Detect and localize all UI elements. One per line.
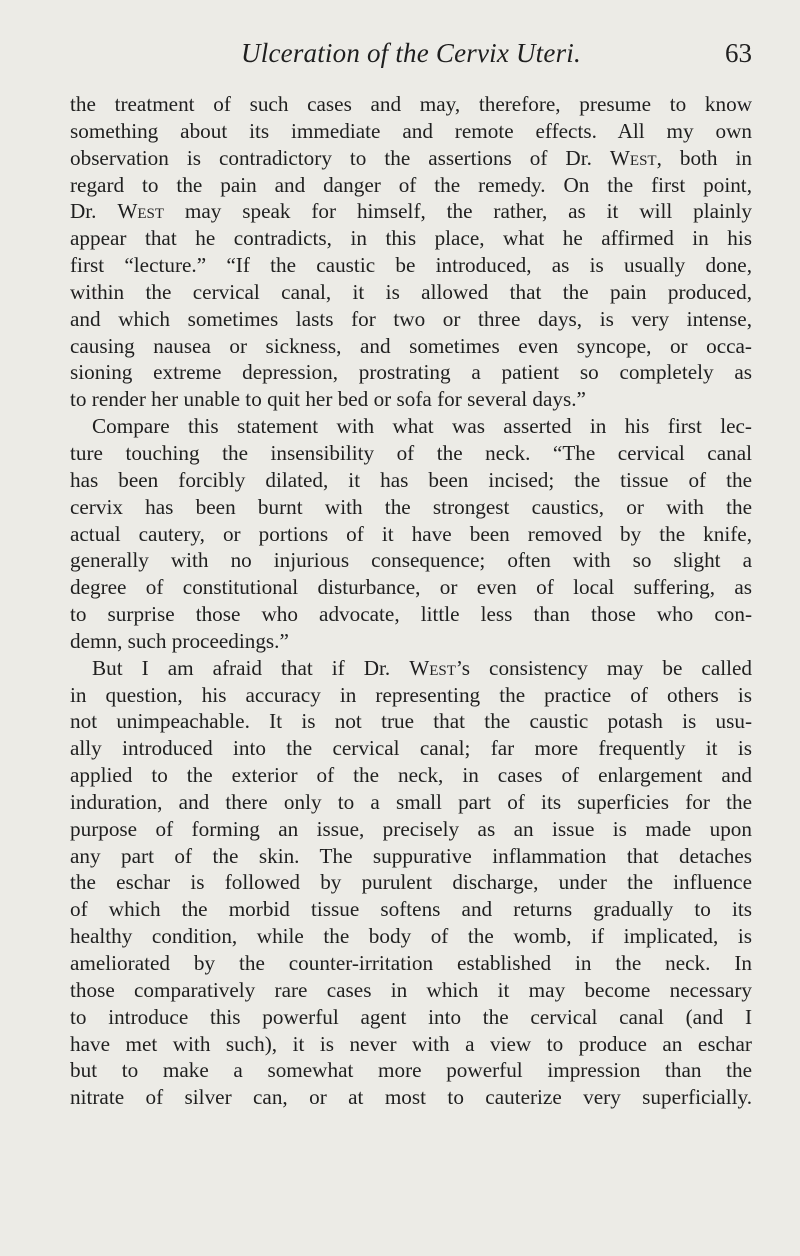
text-line: to introduce this powerful agent into the cervical canal (and I <box>70 1004 752 1029</box>
text-line: something about its immediate and remote effects. All my own <box>70 118 752 143</box>
text-line: regard to the pain and danger of the remedy. On the first point, <box>70 172 752 197</box>
text-line: have met with such), it is never with a view to produce an eschar <box>70 1031 752 1056</box>
text-line: actual cautery, or portions of it have been removed by the knife, <box>70 521 752 546</box>
text-line: healthy condition, while the body of the womb, if implicated, is <box>70 924 752 949</box>
text-line: observation is contradictory to the assertions of Dr. West, both in <box>70 145 752 170</box>
text-line: to render her unable to quit her bed or sofa for several days.” <box>70 387 586 412</box>
text-line: demn, such proceedings.” <box>70 628 289 653</box>
text-line: has been forcibly dilated, it has been incised; the tissue of the <box>70 467 752 492</box>
running-head <box>70 38 752 72</box>
text-line: induration, and there only to a small part of its superficies for the <box>70 789 752 814</box>
text-line: purpose of forming an issue, precisely as an issue is made upon <box>70 816 752 841</box>
text-line: ally introduced into the cervical canal; far more frequently it is <box>70 736 752 761</box>
text-line: of which the morbid tissue softens and returns gradually to its <box>70 897 752 922</box>
text-line: within the cervical canal, it is allowed that the pain produced, <box>70 279 752 304</box>
text-line: degree of constitutional disturbance, or even of local suffering, as <box>70 575 752 600</box>
text-line: to surprise those who advocate, little less than those who con- <box>70 602 752 627</box>
text-line: cervix has been burnt with the strongest caustics, or with the <box>70 494 752 519</box>
text-line: Dr. West may speak for himself, the rather, as it will plainly <box>70 199 753 224</box>
text-line: causing nausea or sickness, and sometimes even syncope, or occa- <box>70 333 752 358</box>
text-line: and which sometimes lasts for two or three days, is very intense, <box>70 306 752 331</box>
text-line: first “lecture.” “If the caustic be introduced, as is usually done, <box>70 253 752 278</box>
text-line: any part of the skin. The suppurative inflammation that detaches <box>70 843 752 868</box>
text-line: the eschar is followed by purulent discharge, under the influence <box>70 870 752 895</box>
text-line: ameliorated by the counter-irritation established in the neck. In <box>70 951 752 975</box>
body-text <box>70 91 752 1111</box>
paragraph-start-line: But I am afraid that if Dr. West’s consistency may be called <box>92 655 752 680</box>
text-line: those comparatively rare cases in which it may become necessary <box>70 977 752 1002</box>
running-title: Ulceration of the Cervix Uteri. <box>241 38 581 68</box>
text-line: applied to the exterior of the neck, in cases of enlargement and <box>70 763 752 788</box>
page-number: 63 <box>725 38 752 68</box>
text-line: the treatment of such cases and may, therefore, presume to know <box>70 92 752 116</box>
text-line: sioning extreme depression, prostrating a patient so completely as <box>70 360 752 385</box>
paragraph-start-line: Compare this statement with what was asserted in his first lec- <box>92 414 752 439</box>
text-line: but to make a somewhat more powerful impression than the <box>70 1058 752 1083</box>
text-line: not unimpeachable. It is not true that the caustic potash is usu- <box>70 709 752 734</box>
text-line: nitrate of silver can, or at most to cauterize very superficially. <box>70 1085 752 1110</box>
text-line: generally with no injurious consequence; often with so slight a <box>70 548 752 573</box>
text-line: appear that he contradicts, in this place, what he affirmed in his <box>70 226 752 251</box>
text-line: in question, his accuracy in representing the practice of others is <box>70 682 752 707</box>
text-line: ture touching the insensibility of the neck. “The cervical canal <box>70 440 752 465</box>
